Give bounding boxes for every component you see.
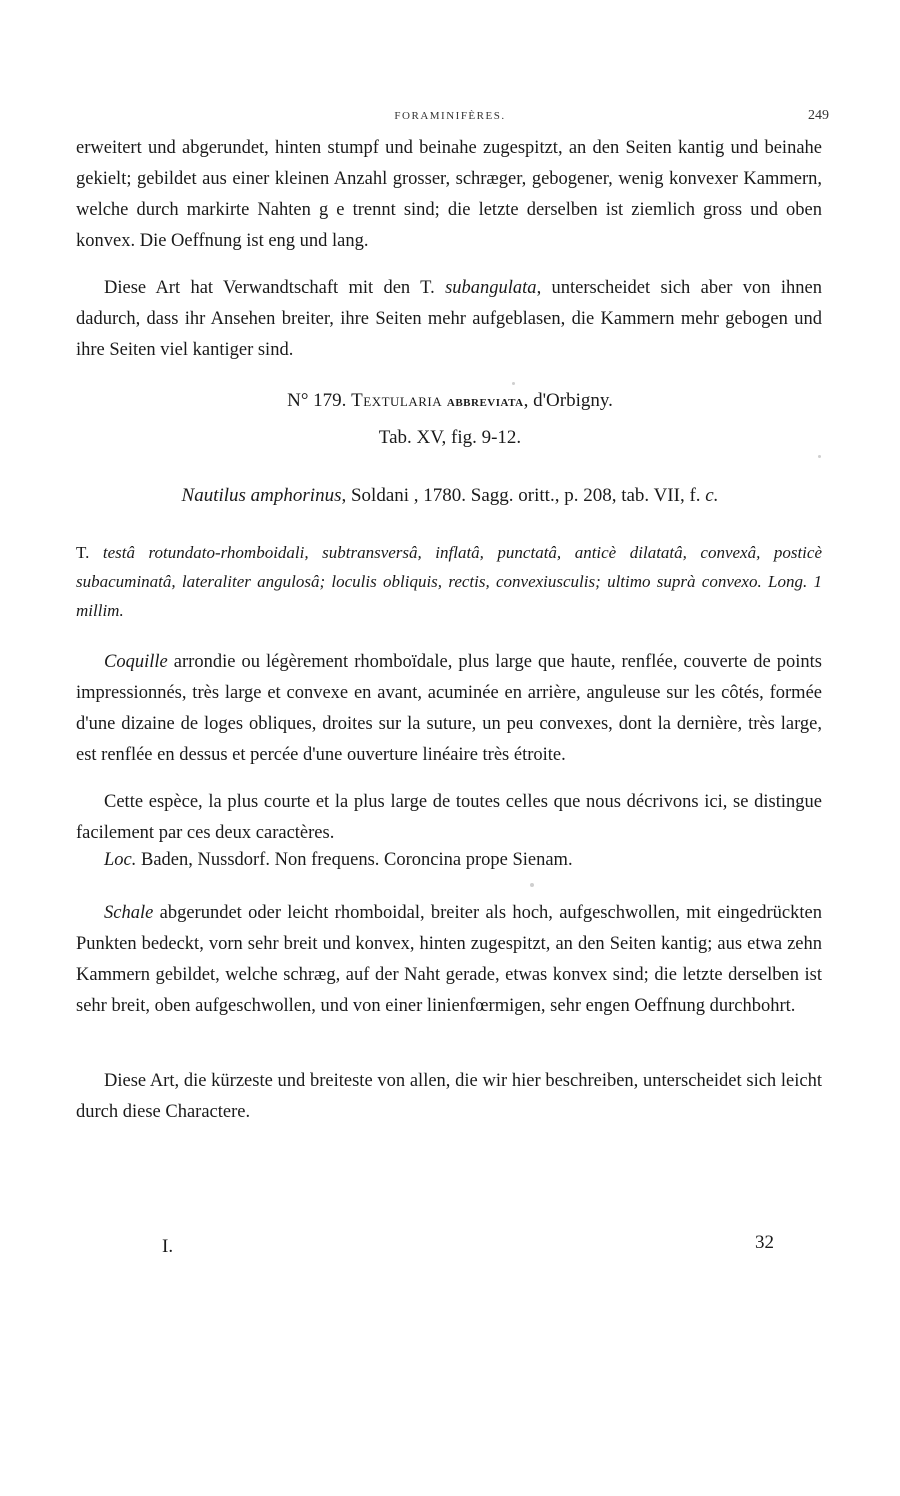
french-description-text: arrondie ou légèrement rhomboïdale, plus large que haute, renflée, couverte de points impressionnés, très large et convexe en avant, acuminée en arrière, anguleuse sur les côtés, formée d'une dizaine de loges obliques, droites sur la suture, un peu convexes, dont la dernière, très large, est renflée en dessus et percée d'une ouverture linéaire très étroite.: [76, 652, 822, 765]
synonym-line: [0, 485, 900, 507]
locality-text: Baden, Nussdorf. Non frequens. Coroncina prope Sienam.: [136, 850, 573, 870]
sheet-number: 32: [755, 1232, 774, 1253]
latin-lead: T.: [76, 543, 103, 562]
species-genus: Textularia: [351, 390, 443, 411]
comparison-text-after: , unterscheidet sich aber von ihnen dadurch, dass ihr Ansehen breiter, ihre Seiten mehr aufgeblasen, die Kammern mehr gebogen und ihre Seiten viel kantiger sind.: [76, 278, 822, 360]
running-header: FORAMINIFÈRES.: [394, 110, 506, 122]
species-name: abbreviata: [446, 394, 524, 410]
species-author: , d'Orbigny.: [523, 390, 613, 411]
plate-reference: Tab. XV, fig. 9-12.: [378, 427, 522, 448]
french-description: [76, 647, 822, 771]
german-remark: Diese Art, die kürzeste und breiteste von allen, die wir hier beschreiben, unterscheidet sich leicht durch diese Charactere.: [76, 1071, 822, 1122]
synonym-name: Nautilus amphorinus: [181, 485, 342, 506]
species-number: N° 179.: [287, 390, 347, 411]
signature-mark: I.: [162, 1236, 174, 1257]
comparison-text-before: Diese Art hat Verwandtschaft mit den T.: [104, 278, 446, 298]
french-remark: Cette espèce, la plus courte et la plus large de toutes celles que nous décrivons ici, se distingue facilement par ces deux caractères.: [76, 792, 822, 843]
german-description-term: Schale: [104, 903, 154, 923]
german-description-text: abgerundet oder leicht rhomboidal, breiter als hoch, aufgeschwollen, mit eingedrückten Punkten bedeckt, vorn sehr breit und konvex, hinten zugespitzt, an den Seiten kantig; aus etwa zehn Kammern gebildet, welche schræg, auf der Naht gerade, etwas konvex sind; die letzte derselben ist sehr breit, oben aufgeschwollen, und von einer linienfœrmigen, sehr engen Oeffnung durchbohrt.: [76, 903, 822, 1016]
locality-label: Loc.: [104, 850, 137, 870]
paper-speck: [818, 455, 821, 458]
french-description-term: Coquille: [104, 652, 168, 672]
german-description: [76, 898, 822, 1022]
german-intro-comparison: [76, 273, 822, 366]
paper-speck: [512, 382, 515, 385]
comparison-species: subangulata: [445, 278, 537, 298]
latin-text: testâ rotundato-rhomboidali, subtransversâ, inflatâ, punctatâ, anticè dilatatâ, convexâ, posticè subacuminatâ, lateraliter angulosâ; loculis obliquis, rectis, convexiusculis; ultimo suprà convexo. Long. 1 millim.: [76, 543, 822, 620]
species-heading: [0, 390, 900, 412]
synonym-figure: c.: [705, 485, 719, 506]
page-number: 249: [808, 108, 829, 123]
paper-speck: [530, 883, 534, 887]
german-intro-description: erweitert und abgerundet, hinten stumpf und beinahe zugespitzt, an den Seiten kantig und beinahe gekielt; gebildet aus einer kleinen Anzahl grosser, schræger, gebogener, wenig konvexer Kammern, welche durch markirte Nahten g e trennt sind; die letzte derselben ist ziemlich gross und oben konvex. Die Oeffnung ist eng und lang.: [76, 138, 822, 251]
french-locality: [76, 845, 822, 876]
synonym-reference: , Soldani , 1780. Sagg. oritt., p. 208, tab. VII, f.: [341, 485, 706, 506]
latin-diagnosis: [76, 538, 822, 625]
